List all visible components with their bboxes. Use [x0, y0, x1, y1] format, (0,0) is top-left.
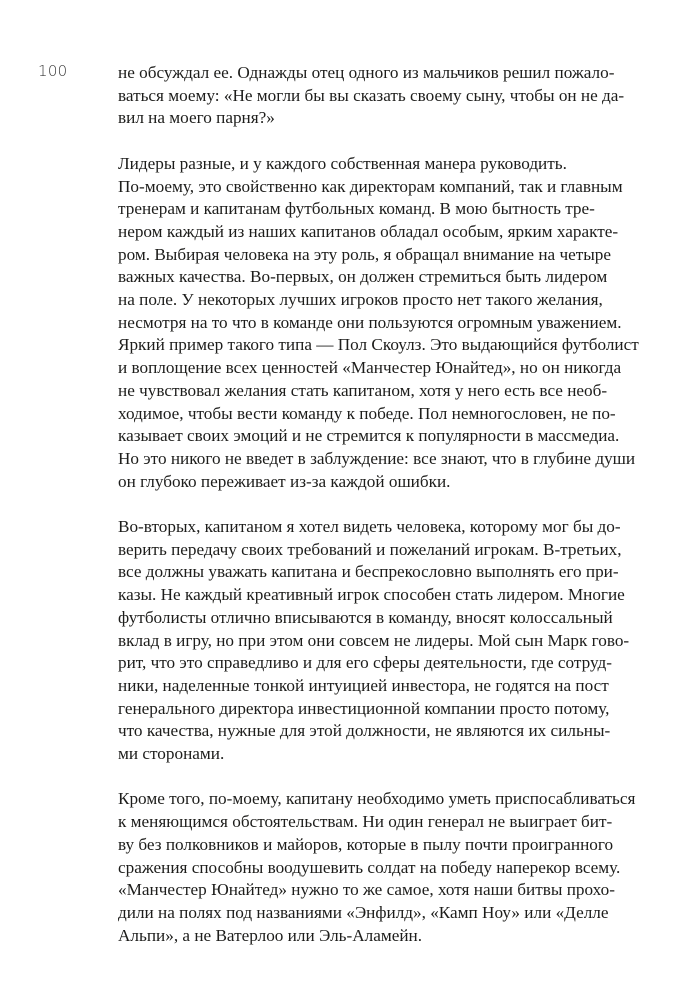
text-line: Яркий пример такого типа — Пол Скоулз. Это выдающийся футболист [118, 335, 639, 355]
paragraph [118, 62, 658, 130]
text-line: ром. Выбирая человека на эту роль, я обращал внимание на четыре [118, 244, 612, 264]
text-line: рит, что это справедливо и для его сферы деятельности, где сотруд- [118, 653, 612, 673]
text-line: ники, наделенные тонкой интуицией инвестора, не годятся на пост [118, 675, 609, 695]
text-line: он глубоко переживает из-за каждой ошибки. [118, 471, 451, 491]
text-line: казывает своих эмоций и не стремится к популярности в массмедиа. [118, 426, 620, 446]
text-line: дили на полях под названиями «Энфилд», «Камп Ноу» или «Делле [118, 902, 609, 922]
text-line: Во-вторых, капитаном я хотел видеть человека, которому мог бы до- [118, 517, 621, 537]
text-line: несмотря на то что в команде они пользуются огромным уважением. [118, 312, 622, 332]
text-line: тренерам и капитанам футбольных команд. В мою бытность тре- [118, 199, 595, 219]
text-line: Кроме того, по-моему, капитану необходимо уметь приспосабливаться [118, 789, 636, 809]
text-line: не чувствовал желания стать капитаном, хотя у него есть все необ- [118, 380, 608, 400]
text-line: на поле. У некоторых лучших игроков просто нет такого желания, [118, 290, 603, 310]
text-line: «Манчестер Юнайтед» нужно то же самое, хотя наши битвы прохо- [118, 880, 615, 900]
text-line: что качества, нужные для этой должности, не являются их сильны- [118, 721, 611, 741]
paragraph-gap [118, 766, 658, 789]
paragraph-gap [118, 130, 658, 153]
text-line: казы. Не каждый креативный игрок способен стать лидером. Многие [118, 585, 625, 605]
text-line: Альпи», а не Ватерлоо или Эль-Аламейн. [118, 925, 423, 945]
text-line: Но это никого не введет в заблуждение: все знают, что в глубине души [118, 448, 636, 468]
text-line: нером каждый из наших капитанов обладал особым, ярким характе- [118, 221, 619, 241]
text-line: ми сторонами. [118, 744, 225, 764]
page-number: 100 [38, 62, 68, 80]
text-line: футболисты отлично вписываются в команду, вносят колоссальный [118, 607, 613, 627]
paragraph [118, 788, 658, 947]
body-text [118, 62, 658, 947]
text-line: ваться моему: «Не могли бы вы сказать своему сыну, чтобы он не да- [118, 85, 625, 105]
text-line: По-моему, это свойственно как директорам компаний, так и главным [118, 176, 623, 196]
text-line: ходимое, чтобы вести команду к победе. Пол немногословен, не по- [118, 403, 616, 423]
paragraph [118, 153, 658, 494]
paragraph [118, 516, 658, 766]
text-line: сражения способны воодушевить солдат на победу наперекор всему. [118, 857, 621, 877]
text-line: вклад в игру, но при этом они совсем не лидеры. Мой сын Марк гово- [118, 630, 630, 650]
text-line: важных качества. Во-первых, он должен стремиться быть лидером [118, 267, 608, 287]
text-line: ву без полковников и майоров, которые в пылу почти проигранного [118, 834, 614, 854]
text-line: Лидеры разные, и у каждого собственная манера руководить. [118, 153, 567, 173]
paragraph-gap [118, 493, 658, 516]
text-line: вил на моего парня?» [118, 108, 275, 128]
text-line: и воплощение всех ценностей «Манчестер Юнайтед», но он никогда [118, 358, 622, 378]
text-line: верить передачу своих требований и пожеланий игрокам. В-третьих, [118, 539, 622, 559]
text-line: все должны уважать капитана и беспрекословно выполнять его при- [118, 562, 619, 582]
text-line: к меняющимся обстоятельствам. Ни один генерал не выиграет бит- [118, 812, 613, 832]
text-line: генерального директора инвестиционной компании просто потому, [118, 698, 610, 718]
text-line: не обсуждал ее. Однажды отец одного из мальчиков решил пожало- [118, 63, 615, 82]
